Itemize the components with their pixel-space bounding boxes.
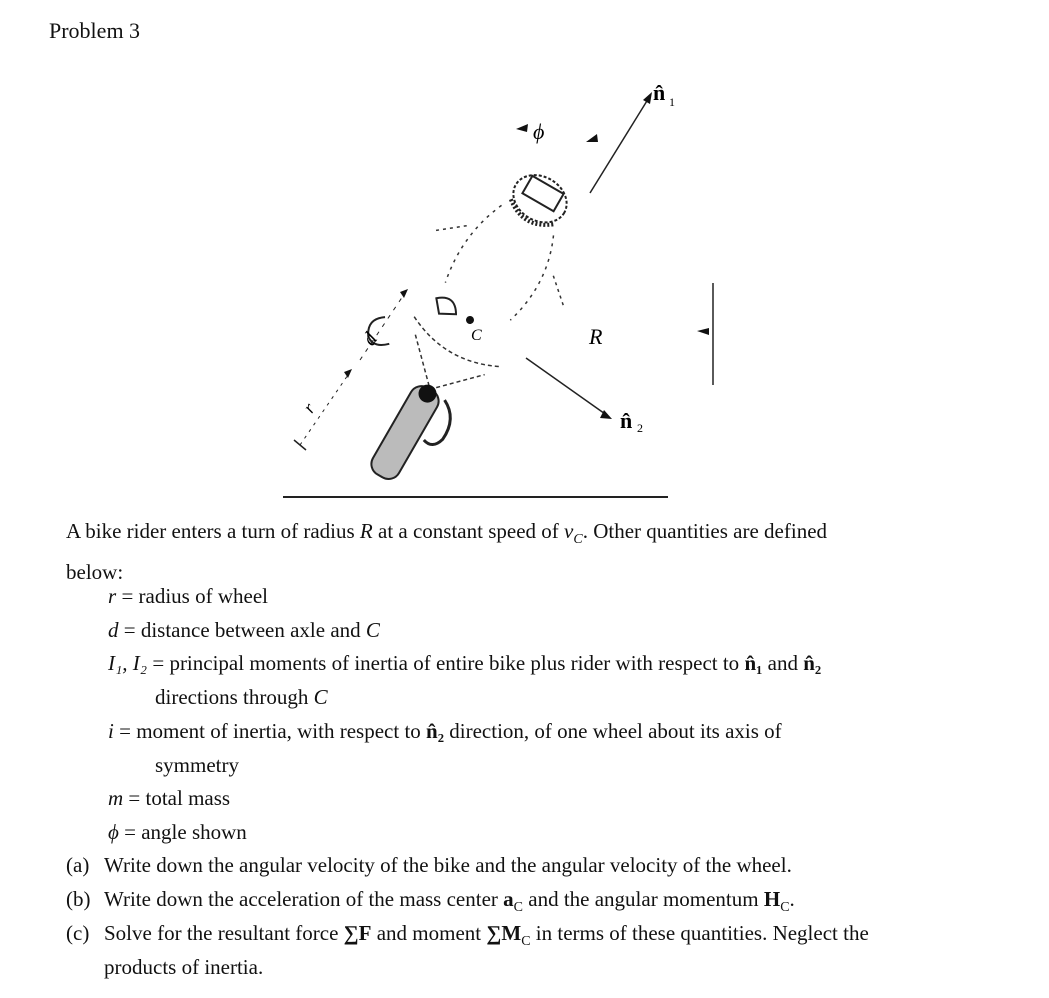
seat [430, 293, 460, 321]
question-c-line2: products of inertia. [104, 955, 264, 979]
def-I-eq: = [147, 651, 170, 675]
mass-center-dot [465, 315, 476, 326]
def-I-C: C [313, 685, 328, 709]
def-m-text: total mass [145, 786, 231, 810]
intro-R: R [359, 519, 373, 543]
intro-line-2: below: [66, 560, 124, 585]
bike-body [307, 138, 616, 514]
question-a-label: (a) [66, 853, 90, 877]
question-c-label: (c) [66, 921, 90, 945]
n1-arrow-head [643, 92, 652, 104]
intro-vc: v [564, 519, 574, 543]
def-m-symbol: m [108, 786, 124, 810]
def-I-and: and [762, 651, 804, 675]
arrow-head-right [697, 328, 709, 335]
intro-text-1: A bike rider enters a turn of radius [66, 519, 360, 543]
def-I-line2 [155, 681, 328, 714]
n2-label: n̂ [620, 408, 633, 433]
question-c-sm-sub: C [521, 934, 531, 950]
rider-head [505, 166, 575, 232]
intro-line-1 [66, 515, 966, 556]
def-i-symbol: i [108, 719, 114, 743]
d-arrow-head [400, 289, 408, 298]
def-r-eq: = [116, 584, 139, 608]
question-c-text2: and moment [371, 921, 487, 945]
r-label: r [298, 399, 320, 417]
bike-frame [387, 317, 501, 415]
def-I-line2-text: directions through [155, 685, 314, 709]
def-phi-eq: = [118, 820, 142, 844]
def-i-n2: n̂₂ [426, 719, 445, 743]
question-c-text1: Solve for the resultant force [104, 921, 344, 945]
n1-label: n̂ [653, 80, 666, 105]
question-c-sum-force: ∑F [343, 921, 372, 945]
def-d-C: C [365, 618, 380, 642]
phi-label: ϕ [533, 119, 545, 144]
question-a-text: Write down the angular velocity of the bike and the angular velocity of the wheel. [104, 853, 792, 877]
phi-arrow-right [586, 134, 598, 142]
def-m-eq: = [123, 786, 146, 810]
def-I [108, 647, 821, 680]
C-label: C [471, 327, 482, 344]
question-c-sum-moment: ∑M [486, 921, 522, 945]
def-d-symbol: d [108, 618, 119, 642]
def-phi [108, 816, 247, 849]
def-I-n2: n̂₂ [803, 651, 822, 675]
def-phi-text: angle shown [141, 820, 247, 844]
n1-arrow-line [590, 96, 650, 193]
problem-intro [66, 515, 966, 589]
question-a [66, 848, 792, 882]
rider-helmet [522, 176, 563, 211]
def-d-text: distance between axle and [140, 618, 366, 642]
def-i-text2: direction, of one wheel about its axis of [444, 719, 782, 743]
question-b-hc: H [763, 887, 781, 911]
def-phi-symbol: ϕ [108, 820, 119, 844]
def-I-symbol: I₁, I₂ [108, 651, 148, 675]
question-b-ac: a [503, 887, 514, 911]
n2-arrow-line [526, 358, 608, 416]
intro-text-3: . Other quantities are defined [582, 519, 828, 543]
question-b-hc-sub: C [780, 900, 790, 916]
def-i-line2: symmetry [155, 753, 239, 777]
rider-beard [506, 199, 554, 233]
def-i [108, 715, 782, 748]
def-m [108, 782, 230, 815]
question-b-text2: and the angular momentum [523, 887, 764, 911]
intro-vc-sub: C [573, 532, 583, 548]
r-arrow-head [344, 369, 352, 378]
def-I-n1: n̂₁ [744, 651, 763, 675]
question-b-ac-sub: C [513, 900, 523, 916]
intro-text-2: at a constant speed of [372, 519, 565, 543]
def-r-text: radius of wheel [138, 584, 268, 608]
question-c-text3: in terms of these quantities. Neglect the [530, 921, 869, 945]
def-r [108, 580, 268, 613]
phi-arrow-left [516, 124, 528, 132]
n2-subscript: 2 [637, 421, 643, 435]
R-label: R [589, 324, 603, 349]
question-b-label: (b) [66, 887, 91, 911]
def-d [108, 614, 380, 647]
question-b-text1: Write down the acceleration of the mass center [104, 887, 504, 911]
problem-title: Problem 3 [49, 18, 141, 43]
d-dimension-line [360, 293, 405, 360]
r-tick [294, 440, 306, 450]
def-r-symbol: r [108, 584, 117, 608]
def-i-eq: = [113, 719, 137, 743]
def-I-text: principal moments of inertia of entire bike plus rider with respect to [169, 651, 745, 675]
d-label: d [358, 328, 383, 350]
rider-torso [442, 199, 563, 324]
n1-subscript: 1 [669, 95, 675, 109]
question-b-text3: . [789, 887, 795, 911]
def-i-text: moment of inertia, with respect to [136, 719, 427, 743]
def-d-eq: = [118, 618, 141, 642]
